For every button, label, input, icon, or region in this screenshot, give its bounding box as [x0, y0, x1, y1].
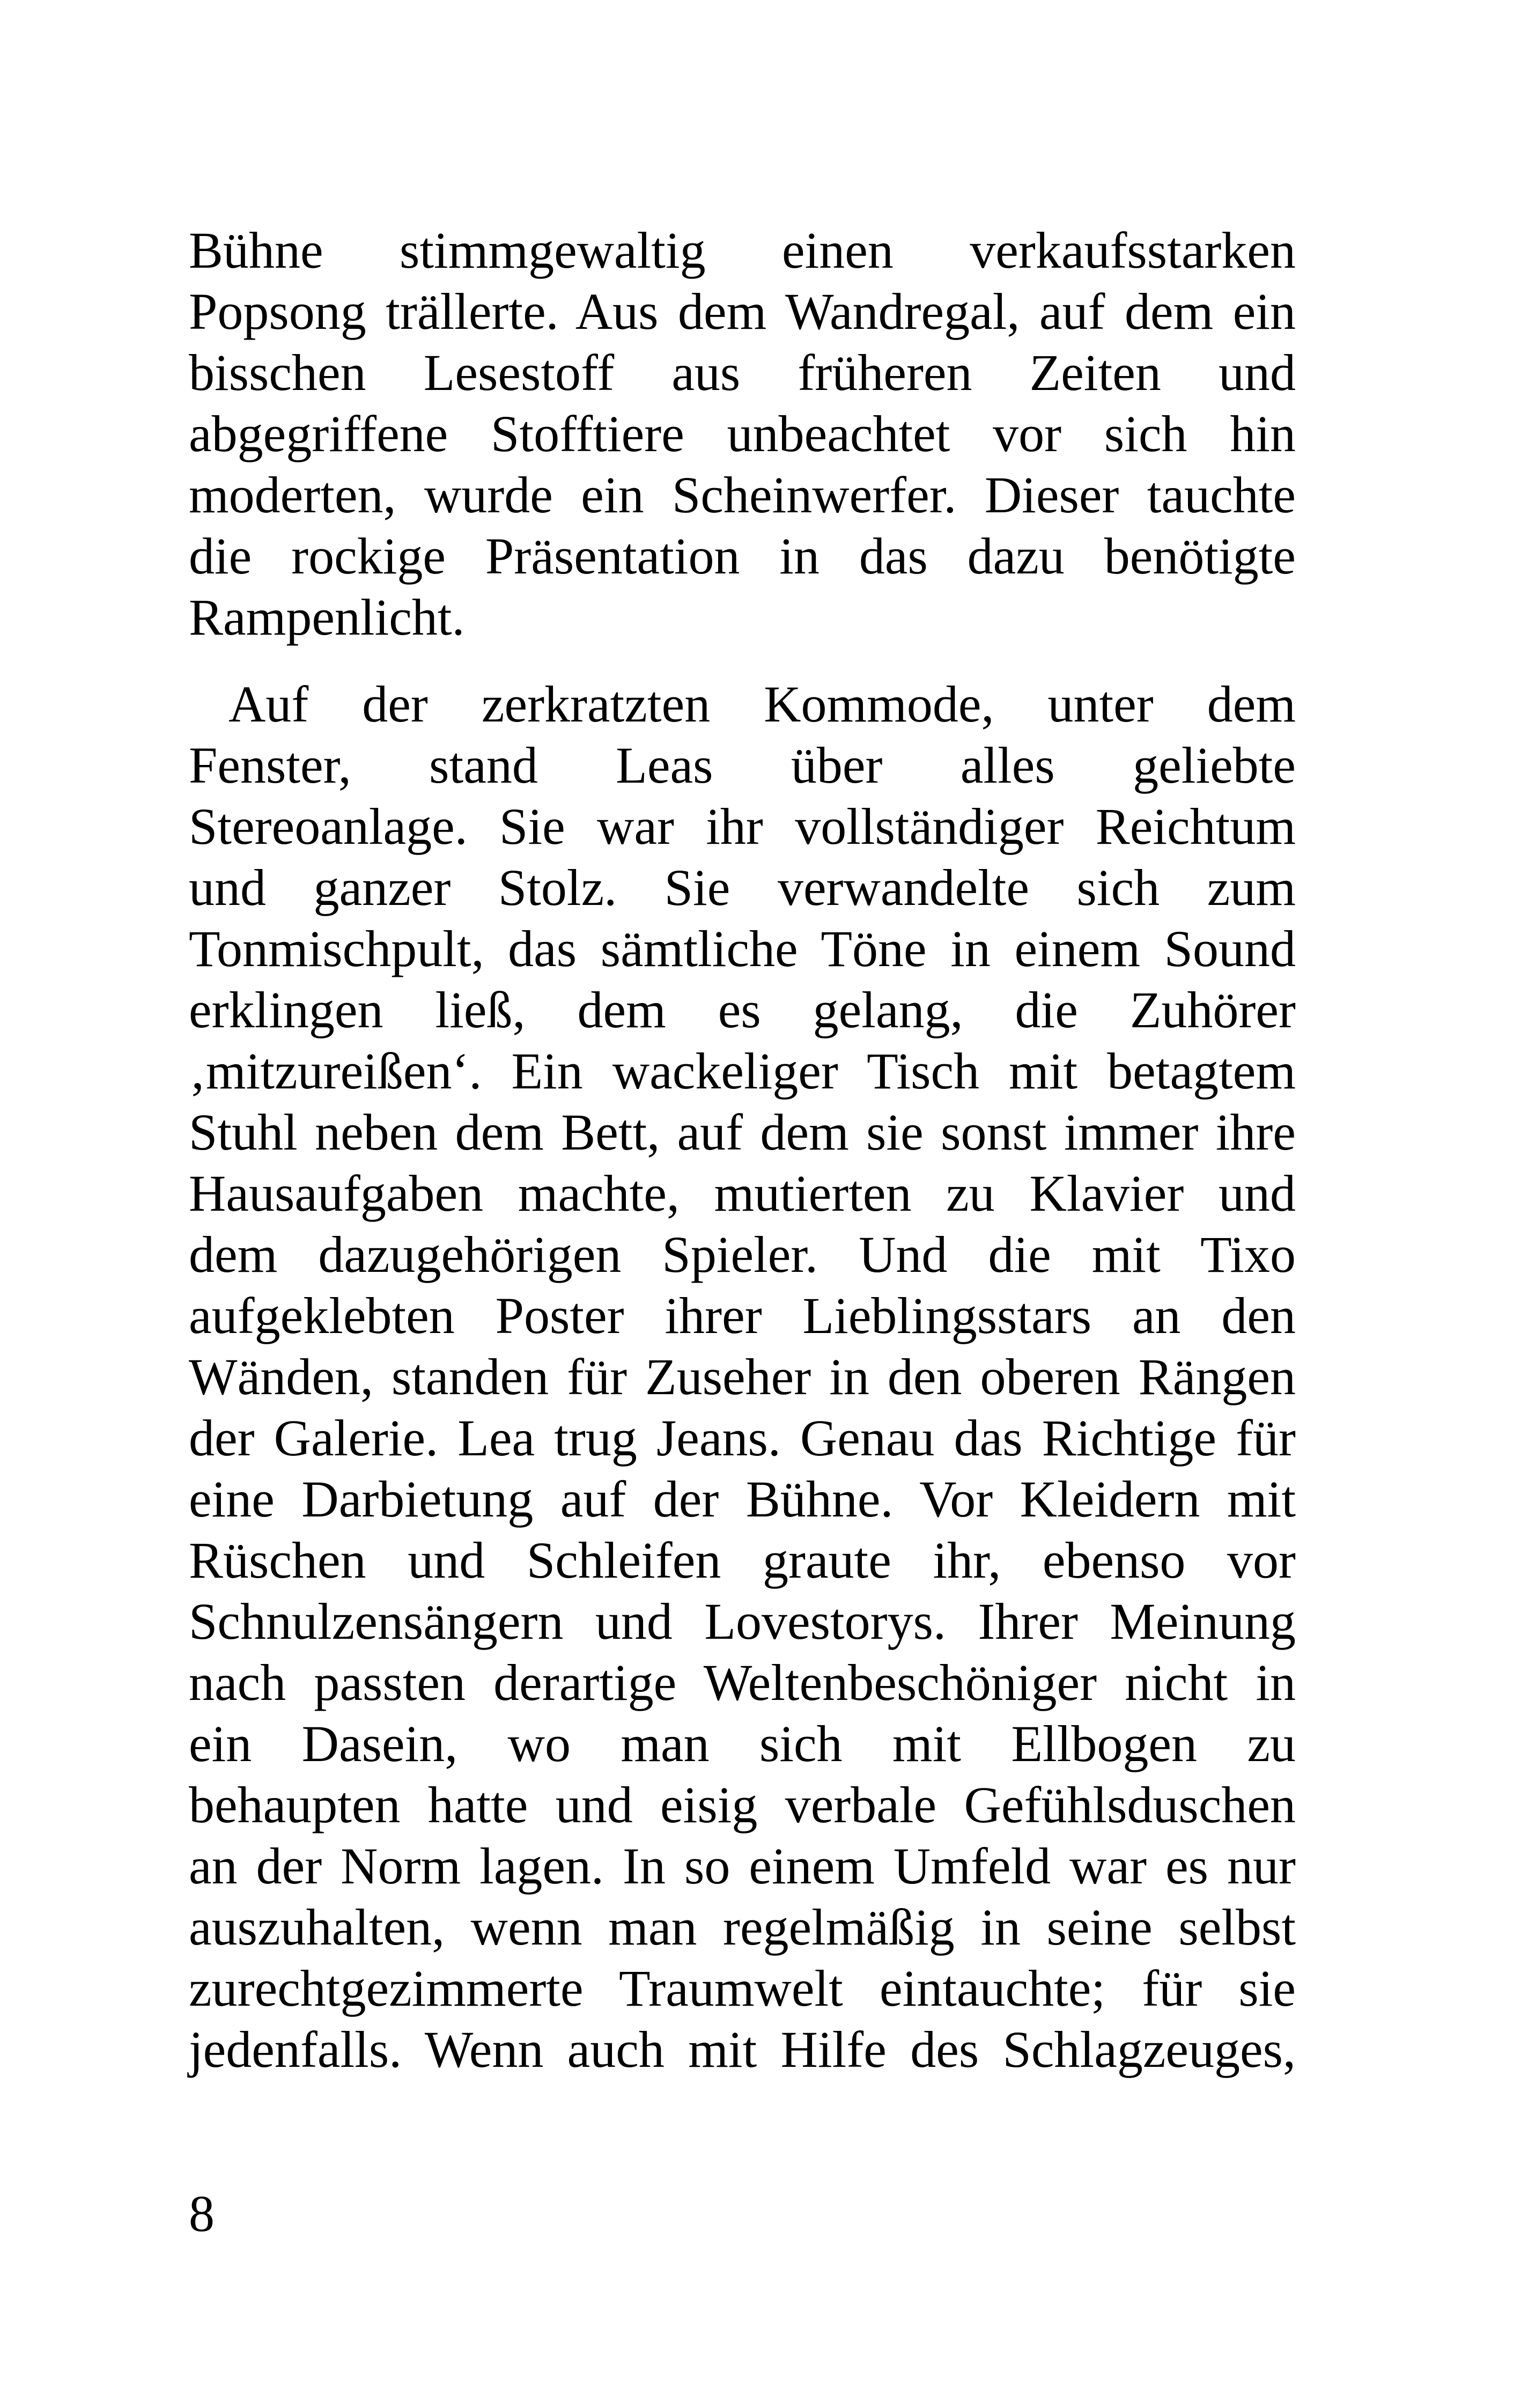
paragraph-gap [189, 648, 1296, 674]
text-line: Wänden, standen für Zuseher in den oberen Rängen [189, 1348, 1296, 1405]
text-line: behaupten hatte und eisig verbale Gefühlsduschen [189, 1776, 1296, 1833]
page-number: 8 [189, 2185, 215, 2242]
body-text [189, 220, 1296, 2080]
text-line: dem dazugehörigen Spieler. Und die mit Tixo [189, 1226, 1296, 1283]
text-line: ‚mitzureißen‘. Ein wackeliger Tisch mit betagtem [189, 1042, 1296, 1100]
text-line: abgegriffene Stofftiere unbeachtet vor sich hin [189, 405, 1296, 462]
text-line: Auf der zerkratzten Kommode, unter dem [228, 675, 1296, 733]
paragraph [189, 674, 1296, 2080]
text-line: Rampenlicht. [189, 588, 465, 646]
text-line: Stuhl neben dem Bett, auf dem sie sonst immer ihre [189, 1103, 1296, 1161]
text-line: Fenster, stand Leas über alles geliebte [189, 737, 1296, 794]
text-line: Popsong trällerte. Aus dem Wandregal, auf dem ein [189, 283, 1296, 340]
text-line: auszuhalten, wenn man regelmäßig in seine selbst [189, 1898, 1296, 1956]
text-line: Bühne stimmgewaltig einen verkaufsstarken [189, 222, 1296, 279]
text-line: Rüschen und Schleifen graute ihr, ebenso vor [189, 1531, 1296, 1589]
text-line: Stereoanlage. Sie war ihr vollständiger Reichtum [189, 798, 1296, 855]
text-line: eine Darbietung auf der Bühne. Vor Kleidern mit [189, 1470, 1296, 1528]
text-line: nach passten derartige Weltenbeschöniger nicht in [189, 1654, 1296, 1711]
text-line: jedenfalls. Wenn auch mit Hilfe des Schlagzeuges, [189, 2021, 1296, 2078]
text-line: Tonmischpult, das sämtliche Töne in einem Sound [189, 920, 1296, 977]
text-line: bisschen Lesestoff aus früheren Zeiten und [189, 344, 1296, 401]
text-line: Hausaufgaben machte, mutierten zu Klavier und [189, 1165, 1296, 1222]
text-line: ein Dasein, wo man sich mit Ellbogen zu [189, 1715, 1296, 1772]
text-line: zurechtgezimmerte Traumwelt eintauchte; für sie [189, 1960, 1296, 2017]
text-line: aufgeklebten Poster ihrer Lieblingsstars an den [189, 1287, 1296, 1344]
text-line: der Galerie. Lea trug Jeans. Genau das Richtige für [189, 1409, 1296, 1467]
text-line: erklingen ließ, dem es gelang, die Zuhörer [189, 981, 1296, 1039]
paragraph [189, 220, 1296, 648]
text-line: die rockige Präsentation in das dazu benötigte [189, 527, 1296, 585]
text-line: Schnulzensängern und Lovestorys. Ihrer Meinung [189, 1593, 1296, 1650]
text-line: und ganzer Stolz. Sie verwandelte sich zum [189, 859, 1296, 916]
text-line: an der Norm lagen. In so einem Umfeld war es nur [189, 1837, 1296, 1895]
text-line: moderten, wurde ein Scheinwerfer. Dieser tauchte [189, 466, 1296, 524]
